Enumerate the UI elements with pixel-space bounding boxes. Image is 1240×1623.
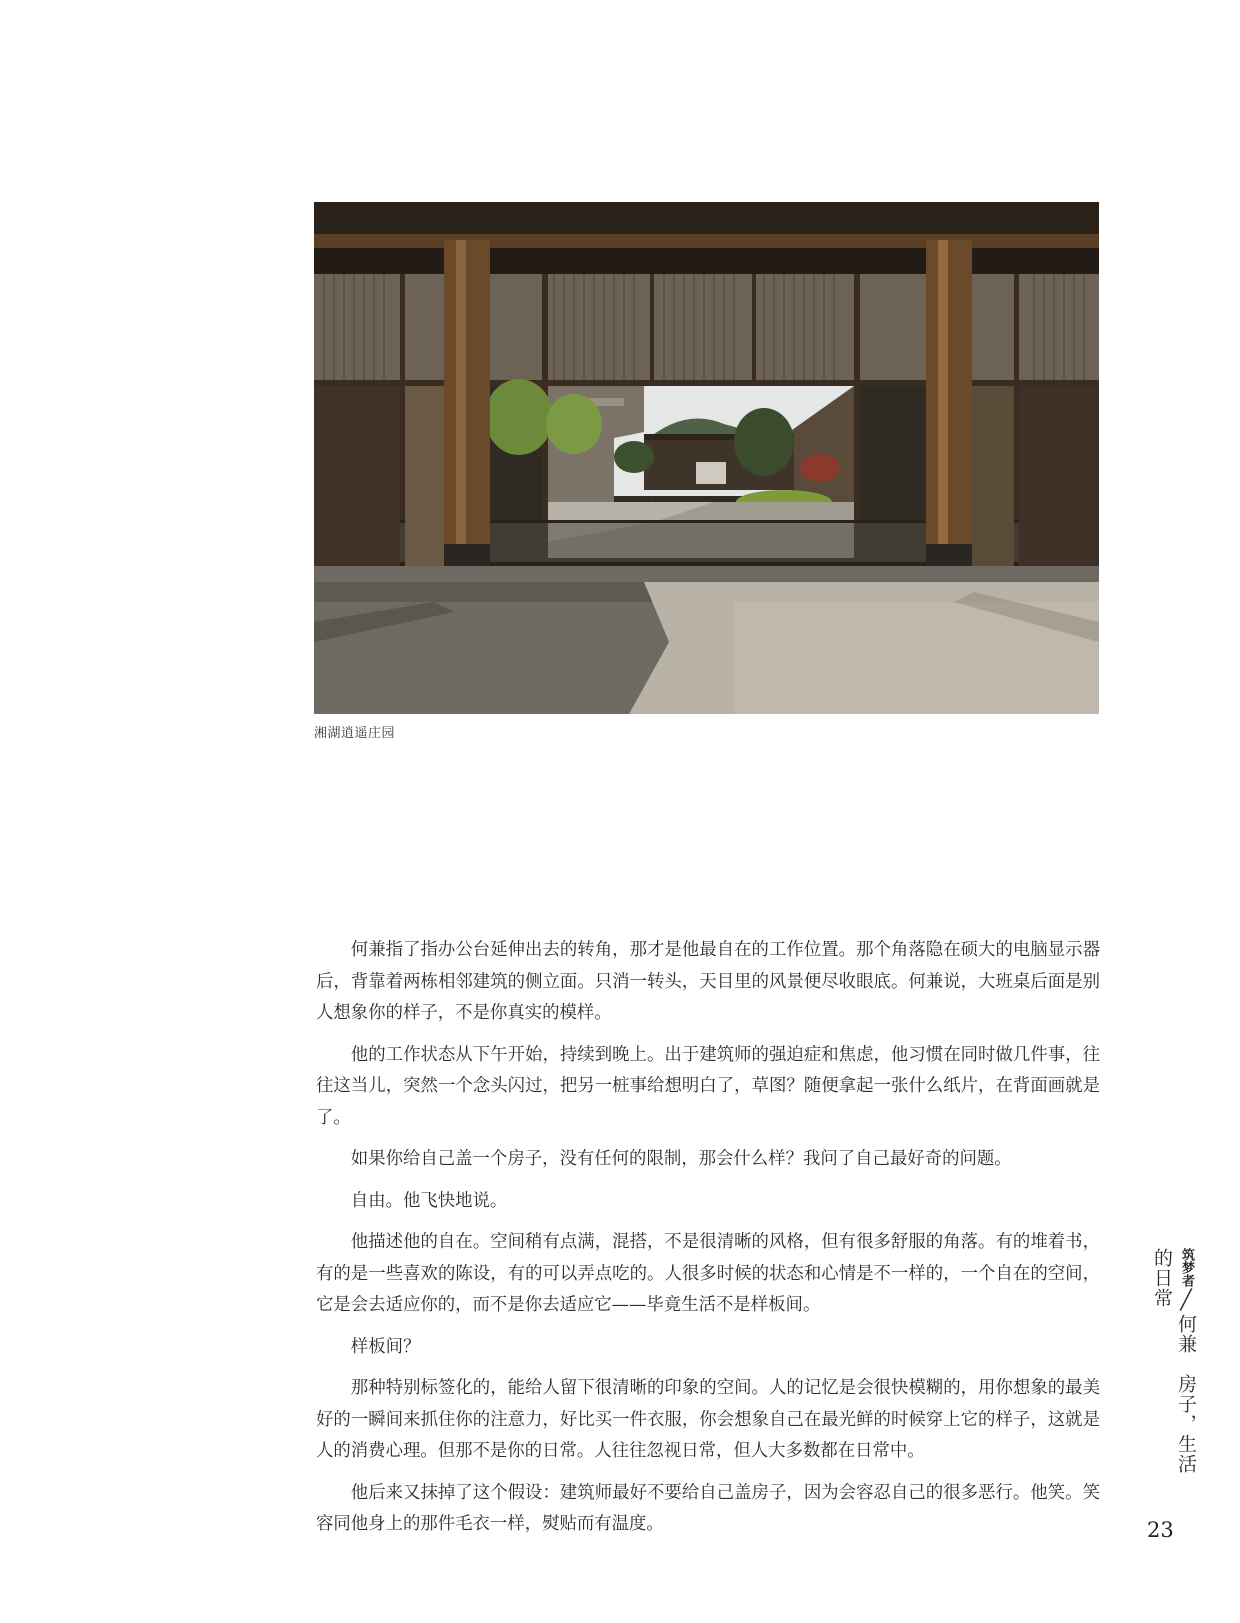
- paragraph: 如果你给自己盖一个房子，没有任何的限制，那会什么样？我问了自己最好奇的问题。: [350, 1149, 1012, 1169]
- page-number: 23: [1147, 1518, 1174, 1542]
- paragraph: 他后来又抹掉了这个假设：建筑师最好不要给自己盖房子，因为会容忍自己的很多恶行。他笑。笑容同他身上的那件毛衣一样，熨贴而有温度。: [316, 1482, 1100, 1534]
- paragraph: 他的工作状态从下午开始，持续到晚上。出于建筑师的强迫症和焦虑，他习惯在同时做几件事，往往这当儿，突然一个念头闪过，把另一桩事给想明白了，草图？随便拿起一张什么纸片，在背面画就是了。: [316, 1044, 1100, 1128]
- photo-caption: 湘湖逍遥庄园: [314, 726, 396, 741]
- paragraph: 何兼指了指办公台延伸出去的转角，那才是他最自在的工作位置。那个角落隐在硕大的电脑显示器后，背靠着两栋相邻建筑的侧立面。只消一转头，天目里的风景便尽收眼底。何兼说，大班桌后面是别人想象你的样子，不是你真实的模样。: [316, 940, 1100, 1023]
- paragraph: 那种特别标签化的，能给人留下很清晰的印象的空间。人的记忆是会很快模糊的，用你想象的最美好的一瞬间来抓住你的注意力，好比买一件衣服，你会想象自己在最光鲜的时候穿上它的样子，这就是人的消费心理。但那不是你的日常。人往往忽视日常，但人大多数都在日常中。: [316, 1378, 1100, 1461]
- running-header-vertical: [1150, 1248, 1198, 1488]
- column-name: 筑梦者: [1179, 1248, 1194, 1287]
- article-title: 何兼 房子，生活的日常: [1151, 1248, 1197, 1474]
- separator-icon: ╱: [1175, 1289, 1197, 1312]
- article-body: [316, 935, 1100, 1551]
- paragraph: 自由。他飞快地说。: [350, 1190, 508, 1211]
- courtyard-photo: [314, 202, 1099, 714]
- paragraph: 样板间？: [350, 1336, 421, 1357]
- paragraph: 他描述他的自在。空间稍有点满，混搭，不是很清晰的风格，但有很多舒服的角落。有的堆着书，有的是一些喜欢的陈设，有的可以弄点吃的。人很多时候的状态和心情是不一样的，一个自在的空间，它是会去适应你的，而不是你去适应它——毕竟生活不是样板间。: [316, 1232, 1100, 1315]
